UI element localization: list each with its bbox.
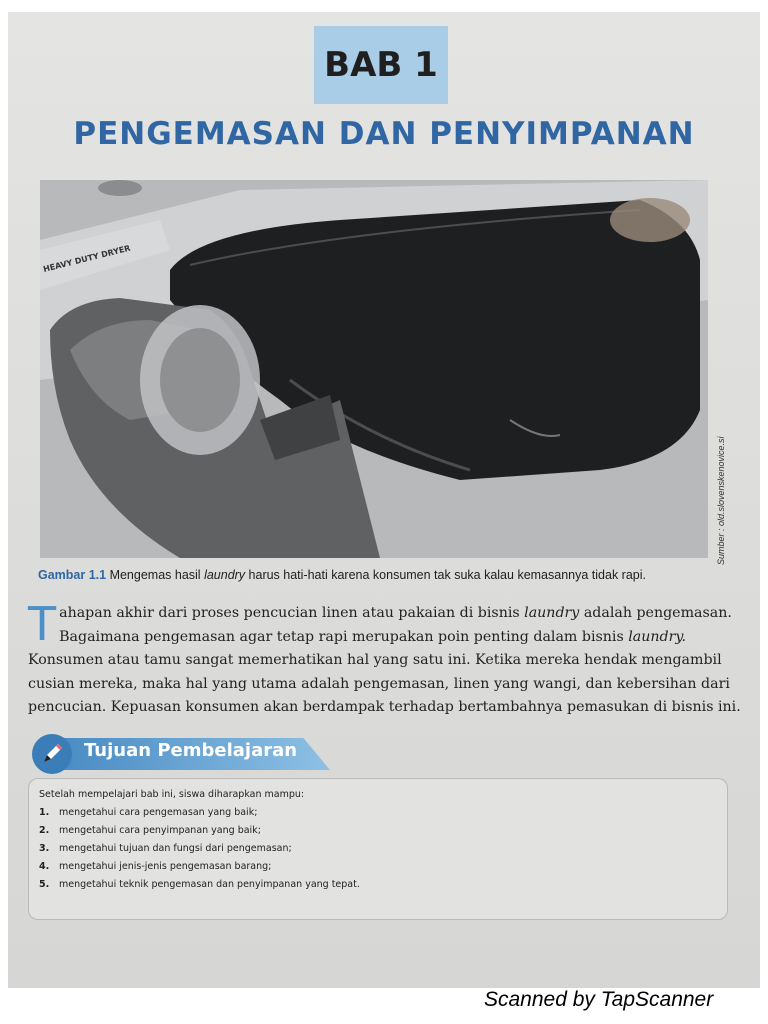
- list-item-text: mengetahui tujuan dan fungsi dari pengemasan;: [59, 843, 292, 854]
- body-text-2: adalah pengemasan. Bagaimana pengemasan agar tetap rapi merupakan poin penting dalam bisnis: [59, 605, 732, 645]
- list-item-number: 5.: [39, 879, 50, 890]
- list-item-text: mengetahui jenis-jenis pengemasan barang;: [59, 861, 272, 872]
- caption-text-2: harus hati-hati karena konsumen tak suka kalau kemasannya tidak rapi.: [245, 568, 646, 582]
- list-item-number: 1.: [39, 807, 50, 818]
- objectives-list: [39, 807, 360, 897]
- pencil-icon: [32, 734, 72, 774]
- objectives-box: [28, 778, 728, 920]
- caption-italic: laundry: [204, 568, 246, 582]
- figure-caption: [38, 568, 718, 582]
- chapter-title: PENGEMASAN DAN PENYIMPANAN: [73, 116, 695, 152]
- body-paragraph: [28, 597, 746, 720]
- list-item: [39, 807, 360, 825]
- list-item-text: mengetahui cara pengemasan yang baik;: [59, 807, 258, 818]
- list-item-number: 4.: [39, 861, 50, 872]
- drop-cap: T: [28, 597, 57, 651]
- photo-illustration: [40, 180, 708, 558]
- list-item-text: mengetahui cara penyimpanan yang baik;: [59, 825, 261, 836]
- photo-source-credit: [711, 430, 726, 570]
- photo-source-text: Sumber : old.slovenskenovice.si: [716, 436, 726, 565]
- laundry-photo: [40, 180, 708, 558]
- list-item: [39, 861, 360, 879]
- objectives-intro: Setelah mempelajari bab ini, siswa diharapkan mampu:: [39, 789, 305, 800]
- body-italic-2: laundry.: [628, 628, 687, 645]
- objectives-title: Tujuan Pembelajaran: [84, 740, 298, 761]
- list-item-number: 2.: [39, 825, 50, 836]
- list-item: [39, 843, 360, 861]
- body-italic-1: laundry: [524, 605, 580, 621]
- objectives-banner: [32, 734, 322, 774]
- list-item-number: 3.: [39, 843, 50, 854]
- list-item-text: mengetahui teknik pengemasan dan penyimpanan yang tepat.: [59, 879, 360, 890]
- book-page: [8, 12, 760, 988]
- chapter-label-box: [314, 26, 448, 104]
- chapter-label: BAB 1: [324, 45, 438, 85]
- dryer-label: HEAVY DUTY DRYER: [42, 243, 132, 274]
- list-item: [39, 825, 360, 843]
- caption-text-1: Mengemas hasil: [106, 568, 205, 582]
- body-text-3: Konsumen atau tamu sangat memerhatikan hal yang satu ini. Ketika mereka hendak mengambil cusian mereka, maka hal yang utama adalah pengemasan, linen yang wangi, dan kebersihan dari pencucian. Kepuasan konsumen akan berdampak terhadap bertambahnya pemasukan di bisnis ini.: [28, 652, 741, 715]
- scanner-watermark: Scanned by TapScanner: [484, 988, 714, 1011]
- body-text-1: ahapan akhir dari proses pencucian linen atau pakaian di bisnis: [59, 605, 525, 621]
- list-item: [39, 879, 360, 897]
- figure-number: Gambar 1.1: [38, 568, 107, 582]
